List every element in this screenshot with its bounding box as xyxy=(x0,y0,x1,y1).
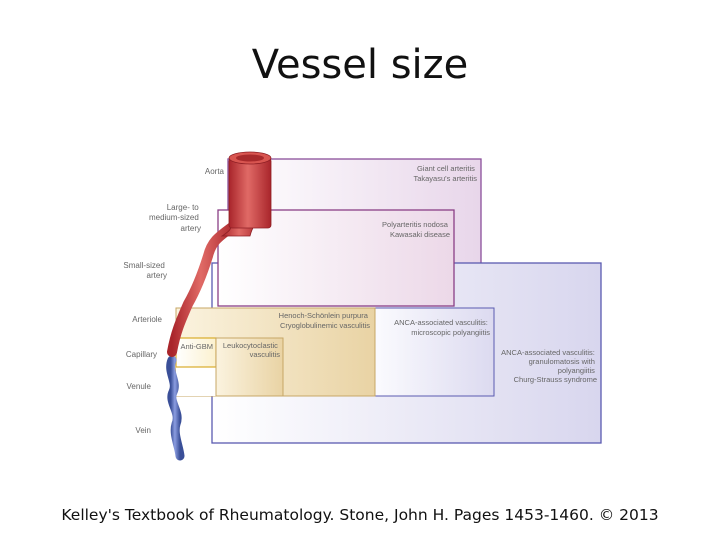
disease-label-medium-vessel: Polyarteritis nodosa Kawasaki disease xyxy=(382,220,450,239)
slide-title: Vessel size xyxy=(251,42,469,88)
disease-label-immune-complex: Henoch-Schönlein purpura Cryoglobulinemic vasculitis xyxy=(278,311,370,330)
disease-label-anca-microscopic: ANCA-associated vasculitis: microscopic polyangiitis xyxy=(394,318,490,337)
vessel-label-aorta: Aorta xyxy=(204,167,224,176)
disease-label-large-vessel: Giant cell arteritis Takayasu's arteritis xyxy=(413,164,477,183)
aorta-lumen xyxy=(236,155,264,162)
disease-label-anti-gbm: Anti-GBM xyxy=(180,342,213,351)
vessel-label-arteriole: Arteriole xyxy=(132,315,162,324)
vessel-label-capillary: Capillary xyxy=(125,350,157,359)
aorta-vessel xyxy=(229,158,271,228)
disease-label-leukocytoclastic: Leukocytoclastic vasculitis xyxy=(222,341,280,359)
vessel-label-small-artery: Small-sized artery xyxy=(123,261,167,280)
disease-label-anca-all: ANCA-associated vasculitis: granulomatosis with polyangiitis Churg-Strauss syndrome xyxy=(501,348,597,384)
vessel-label-venule: Venule xyxy=(126,382,151,391)
vessel-label-vein: Vein xyxy=(135,426,151,435)
source-caption: Kelley's Textbook of Rheumatology. Stone, John H. Pages 1453-1460. © 2013 xyxy=(61,506,659,524)
vessel-label-large-medium-artery: Large- to medium-sized artery xyxy=(148,203,201,233)
